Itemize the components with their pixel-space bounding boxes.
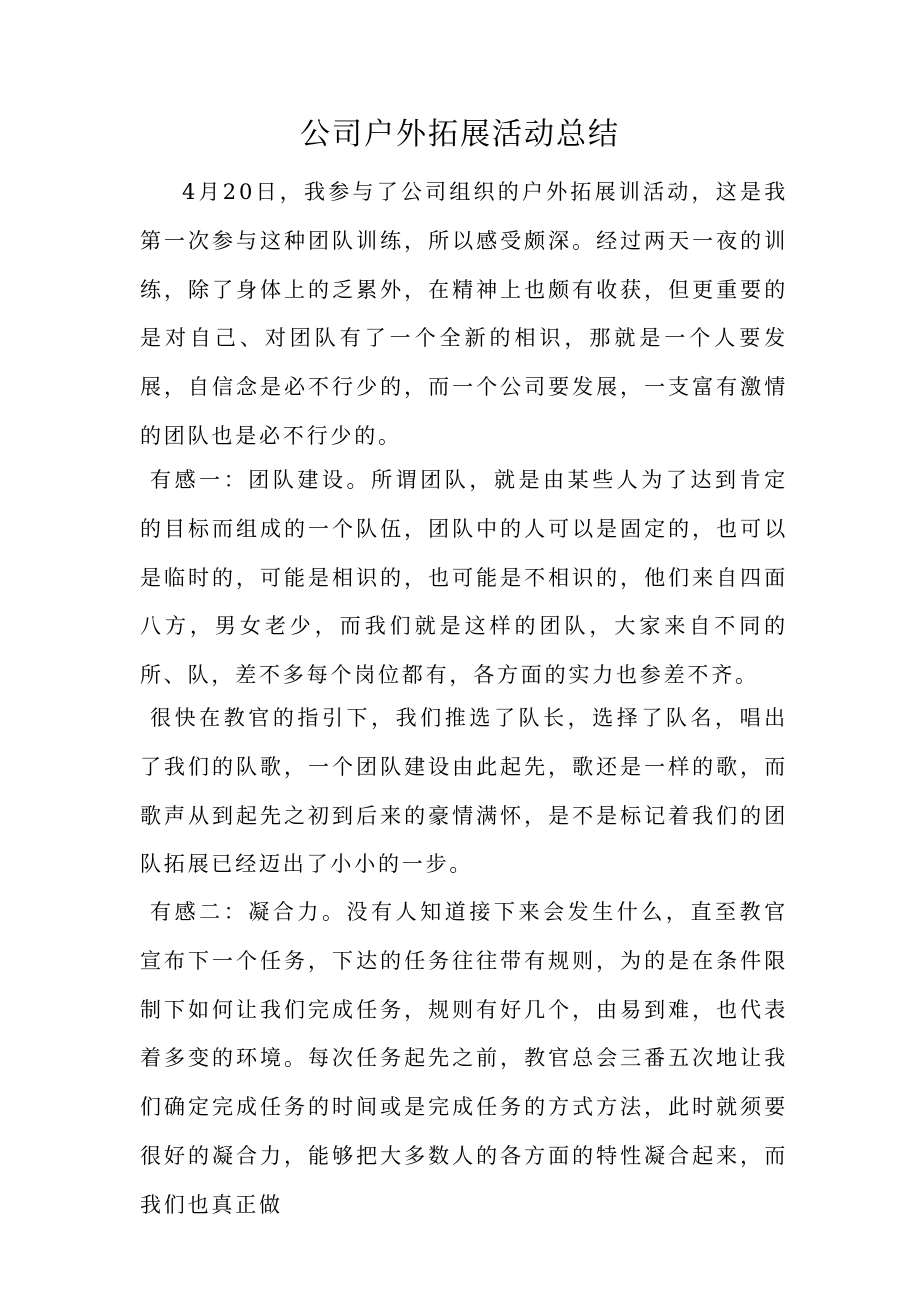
paragraph-team-song: 很快在教官的指引下，我们推选了队长，选择了队名，唱出了我们的队歌，一个团队建设由此起先，歌还是一样的歌，而歌声从到起先之初到后来的豪情满怀，是不是标记着我们的团队拓展已经迈出了小小的一步。	[140, 706, 788, 877]
document-title: 公司户外拓展活动总结	[300, 117, 620, 152]
paragraph-intro: 4月20日，我参与了公司组织的户外拓展训活动，这是我第一次参与这种团队训练，所以感受颇深。经过两天一夜的训练，除了身体上的乏累外，在精神上也颇有收获，但更重要的是对自己、对团队有了一个全新的相识，那就是一个人要发展，自信念是必不行少的，而一个公司要发展，一支富有激情的团队也是必不行少的。	[140, 180, 788, 448]
paragraph-team-building: 有感一：团队建设。所谓团队，就是由某些人为了达到肯定的目标而组成的一个队伍，团队中的人可以是固定的，也可以是临时的，可能是相识的，也可能是不相识的，他们来自四面八方，男女老少，而我们就是这样的团队，大家来自不同的所、队，差不多每个岗位都有，各方面的实力也参差不齐。	[140, 468, 788, 688]
paragraph-cohesion: 有感二：凝合力。没有人知道接下来会发生什么，直至教官宣布下一个任务，下达的任务往往带有规则，为的是在条件限制下如何让我们完成任务，规则有好几个，由易到难，也代表着多变的环境。每次任务起先之前，教官总会三番五次地让我们确定完成任务的时间或是完成任务的方式方法，此时就须要很好的凝合力，能够把大多数人的各方面的特性凝合起来，而我们也真正做	[140, 900, 788, 1217]
